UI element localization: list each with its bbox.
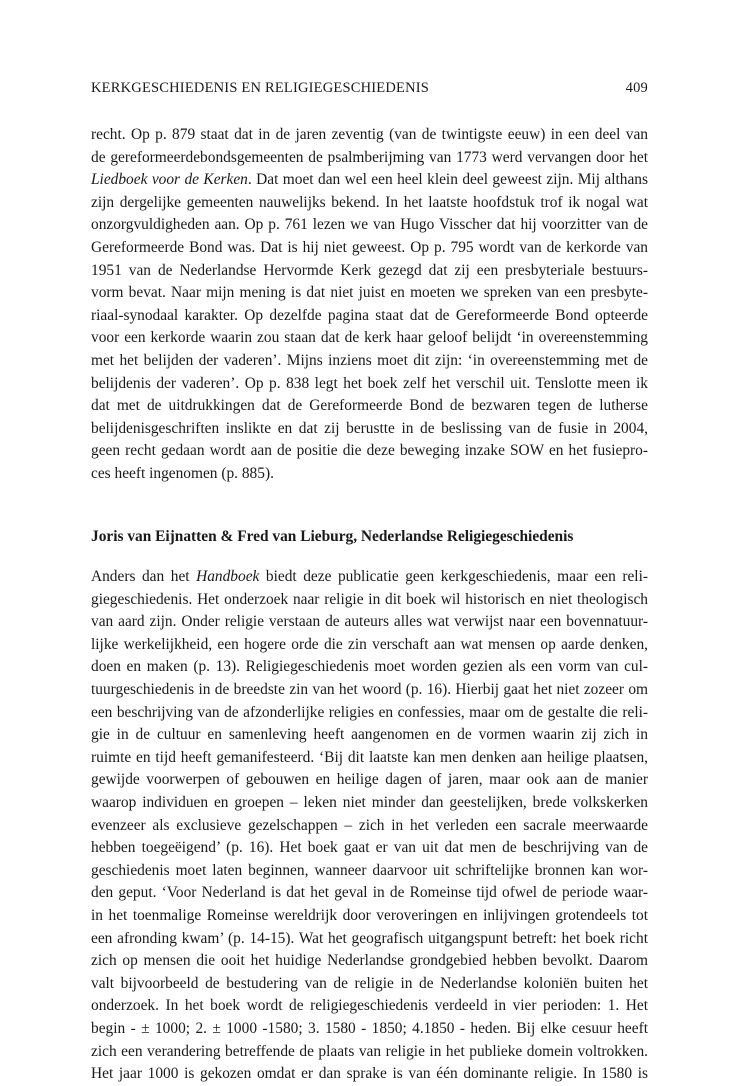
text-line: belijdenis der vaderen’. Op p. 838 legt het boek zelf het verschil uit. Tenslotte meen ik [91,374,648,392]
text-line: hebben toegeëigend’ (p. 16). Het boek gaat er van uit dat men de beschrijving van de [91,839,648,857]
text-line: zich op mensen die ooit het huidige Nederlandse grondgebied hebben bevolkt. Daarom [91,952,648,970]
text-line: recht. Op p. 879 staat dat in de jaren zeventig (van de twintigste eeuw) in een deel van [91,126,648,143]
text-line: waarop individuen en groepen – leken niet minder dan geestelijken, brede volkskerken [91,794,648,812]
text-line: ruimte en tijd heeft gemanifesteerd. ‘Bij dit laatste kan men denken aan heilige plaatsen, [91,748,648,766]
text-line: de gereformeerdebondsgemeenten de psalmberijming van 1773 werd vervangen door het [91,148,648,166]
text-line: met het belijden der vaderen’. Mijns inziens moet dit zijn: ‘in overeenstemming met de [91,351,648,369]
text-line: riaal-synodaal karakter. Op dezelfde pagina staat dat de Gereformeerde Bond opteerde [91,306,648,324]
text-line: zich een verandering betreffende de plaats van religie in het publieke domein voltrokken. [91,1042,648,1060]
text-line-with-title: Liedboek voor de Kerken. Dat moet dan wel een heel klein deel geweest zijn. Mij althans [91,171,648,189]
text-line-with-title [91,566,648,589]
text-line: giegeschiedenis. Het onderzoek naar religie in dit boek wil historisch en niet theologisch [91,590,648,608]
section-heading: Joris van Eijnatten & Fred van Lieburg, Nederlandse Religiegeschiedenis [91,527,574,545]
text-fragment: Anders dan het [91,568,190,586]
text-line: 1951 van de Nederlandse Hervormde Kerk gezegd dat zij een presbyteriale bestuurs- [91,261,648,279]
text-line: dat met de uitdrukkingen dat de Gereformeerde Bond de bezwaren tegen de lutherse [91,397,648,415]
text-line: van aard zijn. Onder religie verstaan de auteurs alles wat verwijst naar een bovennatuur- [91,613,648,631]
text-line: in het toenmalige Romeinse wereldrijk door veroveringen en inlijvingen grotendeels tot [91,907,648,924]
paragraph-1 [91,124,648,486]
text-fragment: biedt deze publicatie geen kerkgeschiedenis, maar een reli- [265,568,648,586]
text-line: gewijde voorwerpen of gebouwen en heilige dagen of jaren, maar ook aan de manier [91,771,648,789]
text-line: vorm bevat. Naar mijn mening is dat niet juist en moeten we spreken van een presbyte- [91,284,648,302]
text-line: gie in de cultuur en samenleving heeft aangenomen en de vormen waarin zij zich in [91,726,648,744]
page [91,78,648,1086]
running-head [91,78,648,98]
book-title: Handboek [196,568,260,586]
text-line: valt bijvoorbeeld de bestudering van de religie in de Nederlandse koloniën buiten het [91,974,648,992]
paragraph-2 [91,566,648,1086]
text-line: zijn dergelijke gemeenten nauwelijks bekend. In het laatste hoofdstuk trof ik nogal wat [91,193,648,211]
text-line: den geput. ‘Voor Nederland is dat het geval in de Romeinse tijd ofwel de periode waar- [91,884,648,902]
book-title: Liedboek voor de Kerken [91,171,248,189]
text-line: tuurgeschiedenis in de breedste zin van het woord (p. 16). Hierbij gaat het niet zozeer om [91,681,648,699]
text-line: een beschrijving van de afzonderlijke religies en confessies, maar om de gestalte die reli- [91,703,648,721]
text-line: onzorgvuldigheden aan. Op p. 761 lezen we van Hugo Visscher dat hij voorzitter van de [91,216,648,234]
text-line: Gereformeerde Bond was. Dat is hij niet geweest. Op p. 795 wordt van de kerkorde van [91,238,648,256]
text-line: een afronding kwam’ (p. 14-15). Wat het geografisch uitgangspunt betreft: het boek richt [91,929,648,947]
text-line: belijdenisgeschriften inslikte en dat zij berustte in de beslissing van de fusie in 2004, [91,419,648,437]
text-line: doen en maken (p. 13). Religiegeschiedenis moet worden gezien als een vorm van cul- [91,658,648,676]
text-line: geen recht gedaan wordt aan de positie die deze beweging inzake SOW en het fusiepro- [91,442,648,460]
text-line: voor een kerkorde waarin zou staan dat de kerk haar geloof belijdt ‘in overeenstemming [91,329,648,347]
text-line: ces heeft ingenomen (p. 885). [91,464,274,482]
text-line: Het jaar 1000 is gekozen omdat er dan sprake is van één dominante religie. In 1580 is [91,1065,648,1083]
text-line: evenzeer als exclusieve gezelschappen – zich in het verleden een sacrale meerwaarde [91,816,648,834]
running-title: KERKGESCHIEDENIS EN RELIGIEGESCHIEDENIS [91,80,430,96]
text-line: begin - ± 1000; 2. ± 1000 -1580; 3. 1580 - 1850; 4.1850 - heden. Bij elke cesuur heeft [91,1019,648,1037]
page-number: 409 [625,80,648,96]
text-line: geschiedenis moet laten beginnen, wanneer daarvoor uit schriftelijke bronnen kan wor- [91,861,648,879]
text-line: onderzoek. In het boek wordt de religiegeschiedenis verdeeld in vier perioden: 1. Het [91,997,648,1015]
text-fragment: Dat moet dan wel een heel klein deel geweest zijn. Mij althans [256,171,648,189]
text-line: lijke werkelijkheid, een hogere orde die zin verschaft aan wat mensen op aarde denken, [91,635,648,653]
